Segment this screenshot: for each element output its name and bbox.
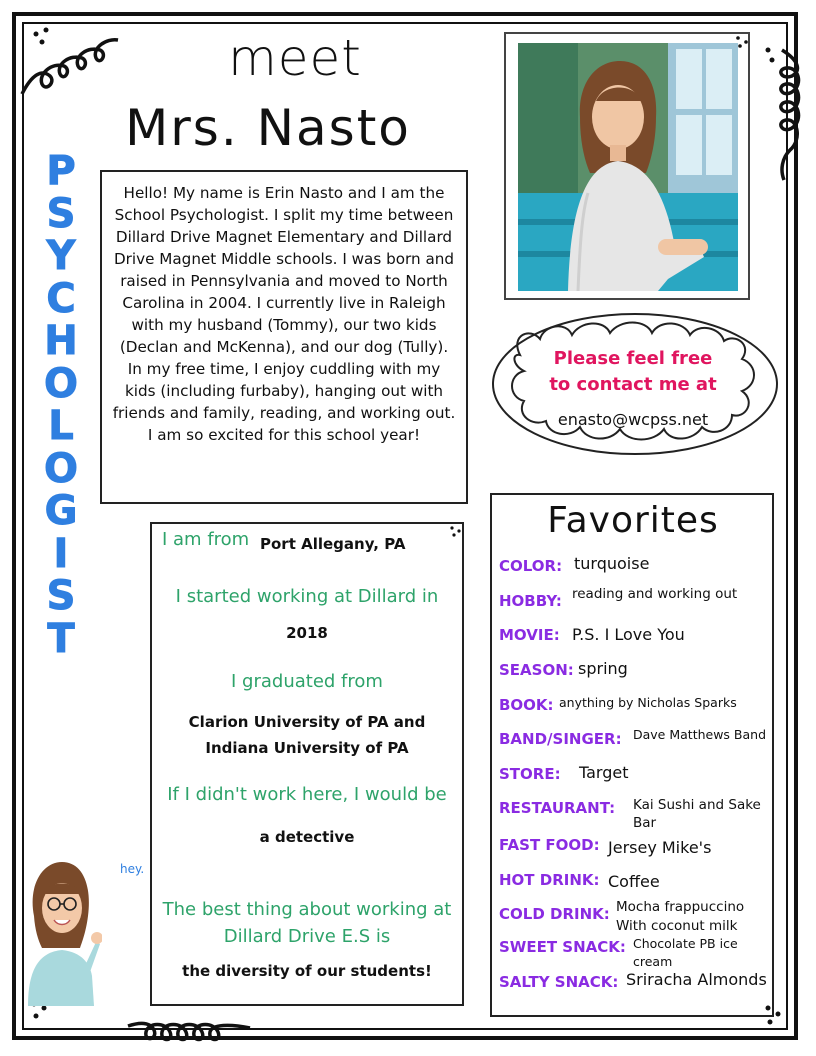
fav-value-saltysnack: Sriracha Almonds xyxy=(626,970,767,989)
best-label-2: Dillard Drive E.S is xyxy=(223,926,391,947)
contact-email[interactable]: enasto@wcpss.net xyxy=(557,410,709,429)
photo-frame xyxy=(504,32,750,300)
contact-line-1: Please feel free xyxy=(553,348,713,369)
contact-heading xyxy=(520,346,746,398)
fav-value-colddrink-2: With coconut milk xyxy=(616,918,738,934)
fav-label-hotdrink: HOT DRINK: xyxy=(499,871,600,889)
corner-dots-facts xyxy=(446,522,466,542)
fav-value-movie: P.S. I Love You xyxy=(572,625,685,644)
contact-line-2: to contact me at xyxy=(549,374,717,395)
role-letter: O xyxy=(43,360,78,407)
fav-value-sweetsnack: Chocolate PB ice xyxy=(633,936,738,951)
meet-heading: meet xyxy=(228,29,362,87)
favorites-title: Favorites xyxy=(547,500,719,541)
fav-label-saltysnack: SALTY SNACK: xyxy=(499,973,619,991)
role-letter: C xyxy=(46,275,76,322)
fav-value-fastfood: Jersey Mike's xyxy=(608,838,712,857)
corner-dots-photo xyxy=(730,32,754,56)
fav-label-book: BOOK: xyxy=(499,696,554,714)
started-value: 2018 xyxy=(286,624,328,642)
fav-label-colddrink: COLD DRINK: xyxy=(499,905,610,923)
role-letter: T xyxy=(47,615,75,662)
fav-label-season: SEASON: xyxy=(499,661,574,679)
loop-doodle-bottom xyxy=(120,1010,270,1050)
fav-value-book: anything by Nicholas Sparks xyxy=(559,695,737,710)
fav-value-season: spring xyxy=(578,659,628,678)
loop-doodle-top-left xyxy=(12,14,142,104)
role-vertical xyxy=(36,150,86,660)
bitmoji-avatar xyxy=(22,856,102,1006)
role-letter: H xyxy=(44,318,78,364)
from-label: I am from xyxy=(162,529,250,550)
fav-value-band: Dave Matthews Band xyxy=(633,727,767,742)
fav-value-restaurant-2: Bar xyxy=(633,815,657,831)
fav-label-band: BAND/SINGER: xyxy=(499,730,622,748)
fav-label-color: COLOR: xyxy=(499,557,563,575)
fav-label-fastfood: FAST FOOD: xyxy=(499,836,600,854)
started-label: I started working at Dillard in xyxy=(175,586,439,607)
portrait-photo xyxy=(518,43,738,291)
role-letter: Y xyxy=(46,233,76,279)
page-title: Mrs. Nasto xyxy=(125,99,411,157)
role-letter: O xyxy=(43,445,78,492)
role-letter: L xyxy=(48,403,74,449)
best-label-1: The best thing about working at xyxy=(162,899,452,920)
role-letter: I xyxy=(53,530,69,577)
role-letter: G xyxy=(44,488,78,534)
fav-label-movie: MOVIE: xyxy=(499,626,560,644)
fav-value-hotdrink: Coffee xyxy=(608,872,660,891)
intro-box xyxy=(100,170,468,504)
graduated-label: I graduated from xyxy=(231,671,383,692)
else-label: If I didn't work here, I would be xyxy=(167,784,447,805)
role-letter: P xyxy=(46,148,76,194)
fav-value-colddrink: Mocha frappuccino xyxy=(616,899,745,915)
best-value: the diversity of our students! xyxy=(182,962,432,980)
fav-label-restaurant: RESTAURANT: xyxy=(499,799,616,817)
graduated-value-1: Clarion University of PA and xyxy=(188,713,426,731)
intro-text: Hello! My name is Erin Nasto and I am the School Psychologist. I split my time between Dillard Drive Magnet Elementary and Dillard Drive Magnet Middle schools. I was born and raised in Pennsylvania and moved to North Carolina in 2004. I currently live in Raleigh with my husband (Tommy), our two kids (Declan and McKenna), and our dog (Tully). In my free time, I enjoy cuddling with my kids (including furbaby), hanging out with friends and family, reading, and working out. I am so excited for this school year! xyxy=(112,184,456,444)
fav-value-color: turquoise xyxy=(574,554,650,573)
fav-label-sweetsnack: SWEET SNACK: xyxy=(499,938,626,956)
role-letter: S xyxy=(46,190,76,237)
fav-value-sweetsnack-2: cream xyxy=(633,954,673,969)
fav-value-restaurant: Kai Sushi and Sake xyxy=(633,797,761,813)
role-letter: S xyxy=(46,573,76,619)
fav-value-store: Target xyxy=(579,763,629,782)
graduated-value-2: Indiana University of PA xyxy=(205,739,409,757)
fav-value-hobby: reading and working out xyxy=(572,586,738,602)
avatar-caption: hey. xyxy=(120,862,145,876)
fav-label-store: STORE: xyxy=(499,765,561,783)
loop-doodle-right xyxy=(762,40,812,190)
from-value: Port Allegany, PA xyxy=(260,535,406,553)
fav-label-hobby: HOBBY: xyxy=(499,592,562,610)
else-value: a detective xyxy=(259,828,355,846)
